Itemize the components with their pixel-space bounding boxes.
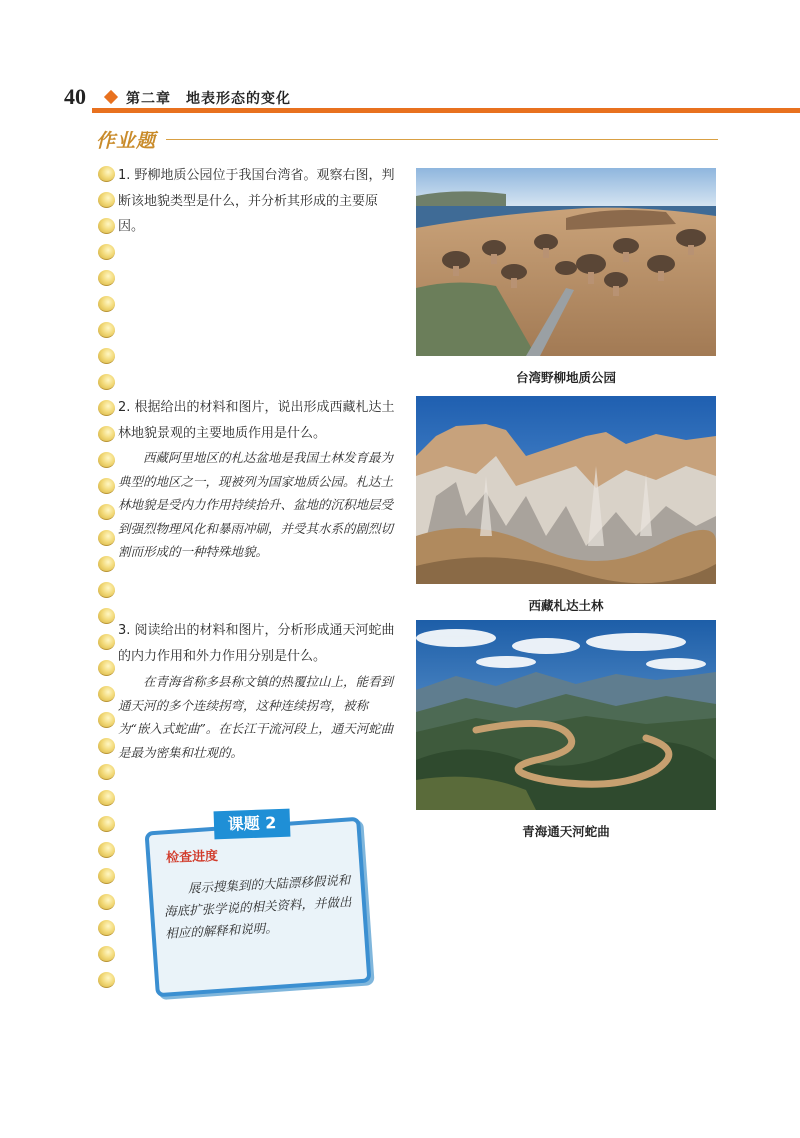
binder-ring-icon <box>98 868 115 884</box>
section-divider <box>166 139 718 140</box>
binder-ring-icon <box>98 166 115 182</box>
binder-ring-icon <box>98 478 115 494</box>
binder-ring-icon <box>98 738 115 754</box>
binder-ring-icon <box>98 270 115 286</box>
question-3-material: 在青海省称多县称文镇的热覆拉山上，能看到通天河的多个连续拐弯，这种连续拐弯，被称为“嵌入式蛇曲”。在长江干流河段上，通天河蛇曲是最为密集和壮观的。 <box>118 674 394 760</box>
topic-card-tab: 课题 2 <box>214 809 291 840</box>
binder-ring-icon <box>98 920 115 936</box>
binder-ring-icon <box>98 556 115 572</box>
photo-tongtian-meander <box>416 620 716 810</box>
photo-zanda-earth-forest <box>416 396 716 584</box>
binder-ring-icon <box>98 244 115 260</box>
binder-ring-icon <box>98 842 115 858</box>
photo-caption: 西藏札达土林 <box>528 598 604 613</box>
binder-ring-icon <box>98 296 115 312</box>
binder-ring-icon <box>98 504 115 520</box>
question-1: 1. 野柳地质公园位于我国台湾省。观察右图，判断该地貌类型是什么，并分析其形成的主要原因。 <box>118 168 395 234</box>
binder-ring-icon <box>98 894 115 910</box>
photo-yehliu-geopark <box>416 168 716 356</box>
binder-ring-icon <box>98 764 115 780</box>
topic-card-heading: 检查进度 <box>165 849 219 866</box>
binder-ring-icon <box>98 660 115 676</box>
question-3: 3. 阅读给出的材料和图片，分析形成通天河蛇曲的内力作用和外力作用分别是什么。 <box>118 623 395 664</box>
binder-ring-icon <box>98 374 115 390</box>
header-bar <box>92 108 800 113</box>
section-title: 作业题 <box>96 130 157 152</box>
binder-ring-icon <box>98 452 115 468</box>
binder-ring-icon <box>98 218 115 234</box>
photo-caption: 台湾野柳地质公园 <box>515 370 616 385</box>
question-2-material: 西藏阿里地区的札达盆地是我国土林发育最为典型的地区之一，现被列为国家地质公园。札达土林地貌是受内力作用持续抬升、盆地的沉积地层受到强烈物理风化和暴雨冲刷，并受其水系的剧烈切割而形成的一种特殊地貌。 <box>118 450 394 559</box>
binder-ring-icon <box>98 400 115 416</box>
page-number: 40 <box>64 84 86 109</box>
binder-ring-icon <box>98 816 115 832</box>
binder-ring-icon <box>98 634 115 650</box>
binder-ring-icon <box>98 686 115 702</box>
binder-ring-icon <box>98 946 115 962</box>
question-2: 2. 根据给出的材料和图片，说出形成西藏札达土林地貌景观的主要地质作用是什么。 <box>118 400 395 441</box>
binder-ring-icon <box>98 972 115 988</box>
binder-ring-icon <box>98 608 115 624</box>
binder-ring-icon <box>98 322 115 338</box>
binder-ring-icon <box>98 192 115 208</box>
topic-card-body: 展示搜集到的大陆漂移假说和海底扩张学说的相关资料，并做出相应的解释和说明。 <box>163 872 352 941</box>
chapter-title: 第二章 地表形态的变化 <box>126 91 291 107</box>
binder-ring-icon <box>98 582 115 598</box>
binder-ring-icon <box>98 790 115 806</box>
diamond-icon <box>104 90 118 104</box>
binder-ring-icon <box>98 712 115 728</box>
binder-ring-icon <box>98 348 115 364</box>
binder-ring-icon <box>98 530 115 546</box>
photo-caption: 青海通天河蛇曲 <box>522 824 610 839</box>
binder-ring-icon <box>98 426 115 442</box>
